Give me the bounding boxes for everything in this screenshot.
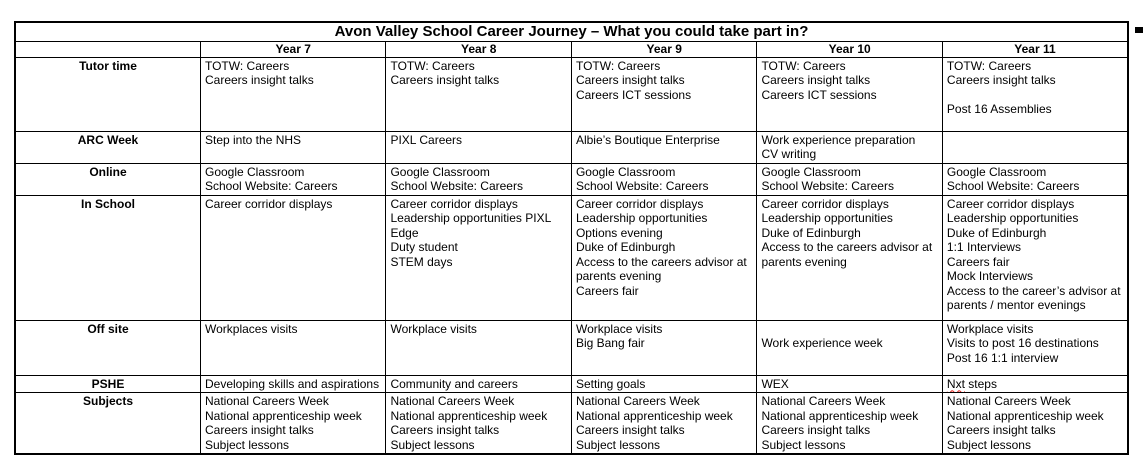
cell-tutor-time-year-11	[942, 57, 1128, 131]
cell-line: Careers insight talks	[390, 73, 500, 87]
cell-in-school-year-9	[571, 195, 756, 320]
cell-line: Careers insight talks	[204, 73, 314, 87]
cell-tutor-time-year-10	[757, 57, 942, 131]
cell-line: National apprenticeship week	[575, 408, 733, 423]
cell-off-site-year-11	[942, 320, 1128, 375]
cell-in-school-year-8	[386, 195, 571, 320]
table-row-online	[15, 163, 1128, 195]
cell-line: Subject lessons	[390, 437, 475, 452]
cell-line: Google Classroom	[761, 164, 861, 179]
cell-line: PIXL Careers	[390, 132, 463, 147]
cell-line: Duke of Edinburgh	[946, 225, 1047, 240]
cell-line: Community and careers	[390, 376, 518, 391]
cell-pshe-year-7	[200, 375, 385, 393]
cell-in-school-year-7	[200, 195, 385, 320]
cell-line: Mock Interviews	[946, 269, 1033, 283]
cell-in-school-year-11	[942, 195, 1128, 320]
cell-line: Duty student	[390, 240, 458, 254]
cell-line: TOTW: Careers	[946, 58, 1032, 73]
cell-pshe-year-9	[571, 375, 756, 393]
cell-line: Subject lessons	[761, 437, 846, 452]
cell-line: Google Classroom	[575, 164, 676, 179]
cell-line: Leadership opportunities	[946, 211, 1079, 225]
table-row-tutor-time	[15, 57, 1128, 131]
cell-line: Google Classroom	[390, 164, 490, 179]
cell-arc-week-year-11	[942, 131, 1128, 163]
cell-line: 1:1 Interviews	[946, 240, 1021, 254]
table-body	[15, 57, 1128, 454]
cell-online-year-7	[200, 163, 385, 195]
cell-line: Leadership opportunities PIXL Edge	[390, 211, 551, 240]
cell-line: Careers insight talks	[946, 73, 1056, 87]
cell-line: Careers insight talks	[761, 423, 871, 437]
cell-line: Career corridor displays	[946, 196, 1075, 211]
cell-line: Career corridor displays	[204, 196, 333, 211]
row-label-off-site: Off site	[15, 320, 200, 375]
column-header-year-8: Year 8	[386, 42, 571, 58]
cell-off-site-year-9	[571, 320, 756, 375]
cell-off-site-year-10	[757, 320, 942, 375]
cell-online-year-9	[571, 163, 756, 195]
row-label-in-school: In School	[15, 195, 200, 320]
table-row-pshe	[15, 375, 1128, 393]
cell-line: National Careers Week	[761, 394, 886, 408]
cell-off-site-year-8	[386, 320, 571, 375]
row-label-subjects: Subjects	[15, 393, 200, 455]
cell-line: National apprenticeship week	[204, 408, 362, 423]
career-journey-table	[14, 21, 1129, 455]
cell-line: Workplace visits	[390, 321, 477, 336]
cell-subjects-year-7	[200, 393, 385, 455]
cell-pshe-year-10	[757, 375, 942, 393]
cell-subjects-year-8	[386, 393, 571, 455]
cell-subjects-year-11	[942, 393, 1128, 455]
cell-in-school-year-10	[757, 195, 942, 320]
cell-line: WEX	[761, 376, 789, 391]
cell-arc-week-year-9	[571, 131, 756, 163]
cell-line: Access to the careers advisor at parents evening	[575, 254, 747, 283]
cell-line: Career corridor displays	[575, 196, 704, 211]
row-label-online: Online	[15, 163, 200, 195]
cell-line: Leadership opportunities	[761, 211, 893, 225]
cell-tutor-time-year-7	[200, 57, 385, 131]
cell-line: Duke of Edinburgh	[575, 240, 676, 254]
cell-line: Setting goals	[575, 376, 646, 391]
row-label-pshe: PSHE	[15, 375, 200, 393]
column-header-year-11: Year 11	[942, 42, 1128, 58]
cell-line: National Careers Week	[575, 394, 700, 408]
cell-line: School Website: Careers	[575, 179, 709, 193]
cell-pshe-year-8	[386, 375, 571, 393]
cell-line: Workplaces visits	[204, 321, 298, 336]
cell-line: Step into the NHS	[204, 132, 302, 147]
cell-line: Careers ICT sessions	[761, 87, 877, 102]
cell-tutor-time-year-8	[386, 57, 571, 131]
cell-line: Big Bang fair	[575, 336, 645, 350]
table-row-subjects	[15, 393, 1128, 455]
cell-line: Careers insight talks	[946, 423, 1056, 437]
column-header-year-9: Year 9	[571, 42, 756, 58]
table-row-off-site	[15, 320, 1128, 375]
cell-line: CV writing	[761, 147, 817, 161]
cell-line: TOTW: Careers	[204, 58, 290, 73]
cell-line: School Website: Careers	[204, 179, 338, 193]
cell-line: Workplace visits	[575, 321, 663, 336]
cell-line: Work experience week	[761, 336, 883, 350]
column-header-year-7: Year 7	[200, 42, 385, 58]
cell-line: Careers insight talks	[575, 423, 685, 437]
cell-line: STEM days	[390, 254, 453, 269]
cell-line: Careers insight talks	[761, 73, 871, 87]
cell-line: School Website: Careers	[946, 179, 1080, 193]
cell-line: TOTW: Careers	[761, 58, 846, 73]
row-label-tutor-time: Tutor time	[15, 57, 200, 131]
cell-line: Google Classroom	[204, 164, 305, 179]
page-title: Avon Valley School Career Journey – What you could take part in?	[15, 22, 1128, 42]
cell-line: Careers insight talks	[204, 423, 314, 437]
cell-online-year-10	[757, 163, 942, 195]
cell-line: Careers fair	[575, 283, 639, 298]
cell-online-year-11	[942, 163, 1128, 195]
cell-line: National Careers Week	[390, 394, 515, 408]
table-row-in-school	[15, 195, 1128, 320]
cell-line: Developing skills and aspirations	[204, 376, 380, 391]
cell-line: Options evening	[575, 225, 663, 240]
column-header-year-10: Year 10	[757, 42, 942, 58]
cell-line: School Website: Careers	[761, 179, 894, 193]
cell-line: National apprenticeship week	[761, 408, 919, 423]
cell-line: Career corridor displays	[761, 196, 889, 211]
cell-line: TOTW: Careers	[575, 58, 661, 73]
table-header-row	[15, 42, 1128, 58]
cell-tutor-time-year-9	[571, 57, 756, 131]
cell-line: Visits to post 16 destinations	[946, 336, 1099, 350]
cell-line: Duke of Edinburgh	[761, 225, 861, 240]
cell-arc-week-year-8	[386, 131, 571, 163]
cell-line: National apprenticeship week	[946, 408, 1104, 423]
cell-line: Post 16 Assemblies	[946, 102, 1052, 116]
cell-subjects-year-9	[571, 393, 756, 455]
cell-line	[947, 88, 1123, 103]
table-row-arc-week	[15, 131, 1128, 163]
cell-off-site-year-7	[200, 320, 385, 375]
cell-line: National Careers Week	[204, 394, 329, 408]
cell-line: Access to the career’s advisor at parents / mentor evenings	[946, 283, 1121, 312]
cell-line: Careers insight talks	[390, 423, 500, 437]
edge-artifact-mark	[1135, 27, 1143, 33]
cell-line: Subject lessons	[575, 437, 660, 452]
cell-line: Careers ICT sessions	[575, 87, 692, 102]
cell-line: School Website: Careers	[390, 179, 523, 193]
cell-line: Careers insight talks	[575, 73, 685, 87]
cell-line: Careers fair	[946, 254, 1010, 269]
cell-pshe-year-11	[942, 375, 1128, 393]
cell-arc-week-year-10	[757, 131, 942, 163]
cell-line: Workplace visits	[946, 321, 1034, 336]
row-label-arc-week: ARC Week	[15, 131, 200, 163]
cell-line: TOTW: Careers	[390, 58, 475, 73]
table-title-row	[15, 22, 1128, 42]
cell-online-year-8	[386, 163, 571, 195]
cell-line: Work experience preparation	[761, 132, 916, 147]
cell-line: National apprenticeship week	[390, 408, 548, 423]
cell-line: Leadership opportunities	[575, 211, 708, 225]
misspelled-word: Nxt	[946, 376, 965, 391]
cell-line: Subject lessons	[204, 437, 290, 452]
cell-line: Subject lessons	[946, 437, 1031, 452]
cell-line: Career corridor displays	[390, 196, 518, 211]
cell-line: Nxt steps	[946, 376, 997, 391]
cell-line: Albie’s Boutique Enterprise	[575, 132, 720, 147]
cell-line	[761, 322, 937, 337]
cell-line: Access to the careers advisor at parents evening	[761, 240, 933, 269]
cell-line: Google Classroom	[946, 164, 1047, 179]
cell-line: Post 16 1:1 interview	[946, 350, 1059, 365]
cell-subjects-year-10	[757, 393, 942, 455]
column-header-blank	[15, 42, 200, 58]
cell-arc-week-year-7	[200, 131, 385, 163]
career-journey-table-container	[14, 21, 1129, 455]
cell-line: National Careers Week	[946, 394, 1071, 408]
